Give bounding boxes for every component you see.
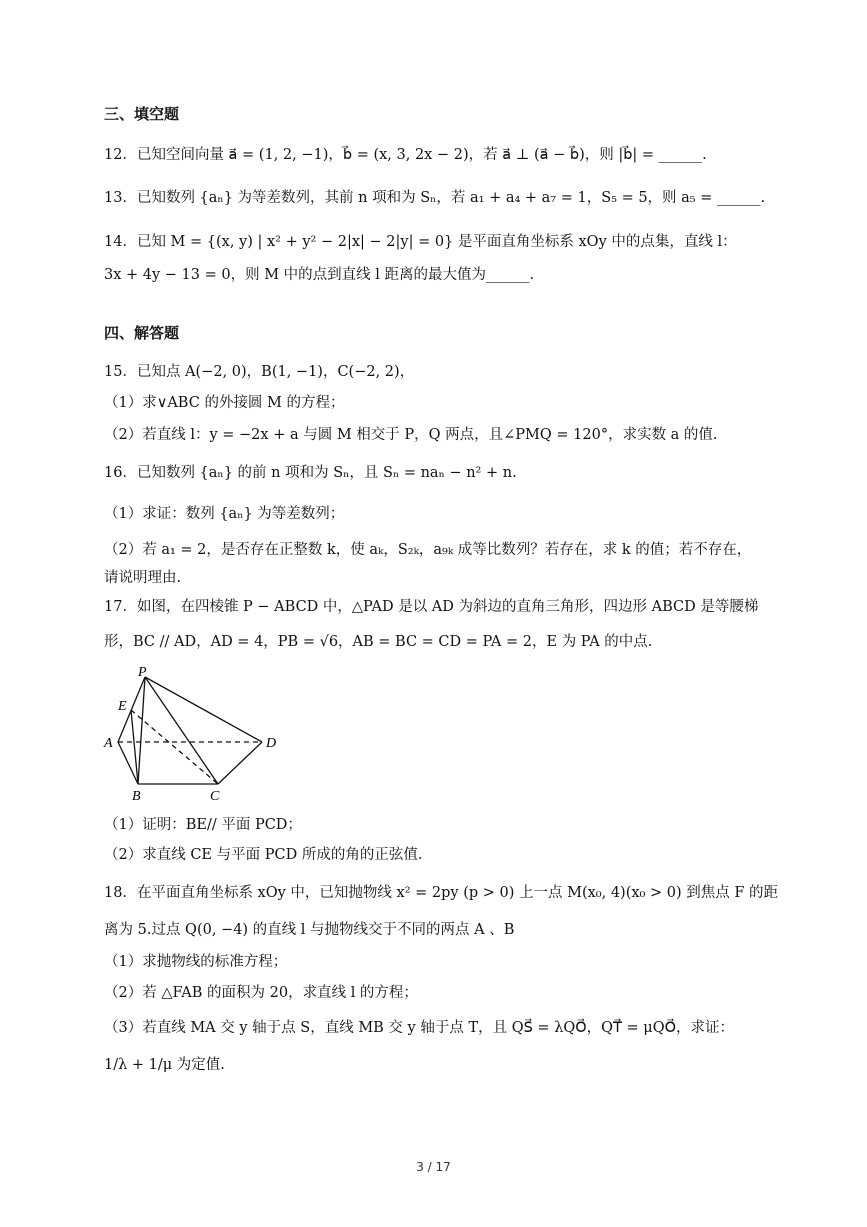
label-E: E: [118, 699, 127, 714]
question-16: 16．已知数列 {aₙ} 的前 n 项和为 Sₙ，且 Sₙ = naₙ − n² + n.: [104, 465, 517, 481]
edge-PC: [145, 677, 218, 784]
question-17-line-2: 形，BC // AD，AD = 4，PB = √6，AB = BC = CD = PA = 2，E 为 PA 的中点.: [104, 634, 653, 650]
question-17-line-1: 17．如图，在四棱锥 P − ABCD 中，△PAD 是以 AD 为斜边的直角三角形，四边形 ABCD 是等腰梯: [104, 599, 759, 615]
question-16-part-2: （2）若 a₁ = 2，是否存在正整数 k，使 aₖ，S₂ₖ，a₉ₖ 成等比数列？若存在，求 k 的值；若不存在，: [104, 542, 752, 558]
label-D: D: [266, 736, 277, 751]
question-13: 13．已知数列 {aₙ} 为等差数列，其前 n 项和为 Sₙ，若 a₁ + a₄ + a₇ = 1，S₅ = 5，则 a₅ = ______.: [104, 190, 766, 206]
question-18-line-1: 18．在平面直角坐标系 xOy 中，已知抛物线 x² = 2py (p > 0) 上一点 M(x₀, 4)(x₀ > 0) 到焦点 F 的距: [104, 885, 778, 901]
question-14-line-1: 14．已知 M = {(x, y) | x² + y² − 2|x| − 2|y| = 0} 是平面直角坐标系 xOy 中的点集，直线 l：: [104, 234, 737, 250]
question-17-part-2: （2）求直线 CE 与平面 PCD 所成的角的正弦值.: [104, 847, 423, 863]
question-17-part-1: （1）证明：BE// 平面 PCD；: [104, 817, 302, 833]
question-15: 15．已知点 A(−2, 0)，B(1, −1)，C(−2, 2)，: [104, 364, 415, 380]
section-title-solutions: 四、解答题: [104, 324, 180, 342]
question-15-part-2: （2）若直线 l：y = −2x + a 与圆 M 相交于 P，Q 两点，且∠PMQ = 120°，求实数 a 的值.: [104, 427, 718, 443]
edge-PD: [145, 677, 262, 742]
edge-CD: [218, 742, 262, 784]
question-18-part-3-continued: 1/λ + 1/μ 为定值.: [104, 1057, 225, 1073]
label-C: C: [210, 789, 220, 804]
label-B: B: [132, 789, 141, 804]
edge-PB: [138, 677, 145, 784]
page-number: 3 / 17: [416, 1160, 451, 1174]
label-P: P: [138, 665, 147, 680]
pyramid-diagram: [100, 665, 290, 805]
section-title-fill-in: 三、填空题: [104, 105, 180, 123]
question-15-part-1: （1）求∨ABC 的外接圆 M 的方程；: [104, 395, 345, 411]
question-16-part-2-continued: 请说明理由.: [104, 570, 182, 586]
question-18-part-1: （1）求抛物线的标准方程；: [104, 954, 288, 970]
label-A: A: [104, 736, 113, 751]
question-12: 12．已知空间向量 a⃗ = (1, 2, −1)，b⃗ = (x, 3, 2x − 2)，若 a⃗ ⊥ (a⃗ − b⃗)，则 |b⃗| = ______.: [104, 147, 707, 163]
pyramid-figure: [100, 665, 290, 805]
question-14-line-2: 3x + 4y − 13 = 0，则 M 中的点到直线 l 距离的最大值为______.: [104, 267, 535, 283]
question-18-part-2: （2）若 △FAB 的面积为 20，求直线 l 的方程；: [104, 985, 418, 1001]
question-18-line-2: 离为 5.过点 Q(0, −4) 的直线 l 与抛物线交于不同的两点 A 、B: [104, 922, 515, 938]
question-18-part-3: （3）若直线 MA 交 y 轴于点 S，直线 MB 交 y 轴于点 T，且 QS⃗ = λQO⃗，QT⃗ = μQO⃗，求证：: [104, 1020, 735, 1036]
question-16-part-1: （1）求证：数列 {aₙ} 为等差数列；: [104, 506, 345, 522]
